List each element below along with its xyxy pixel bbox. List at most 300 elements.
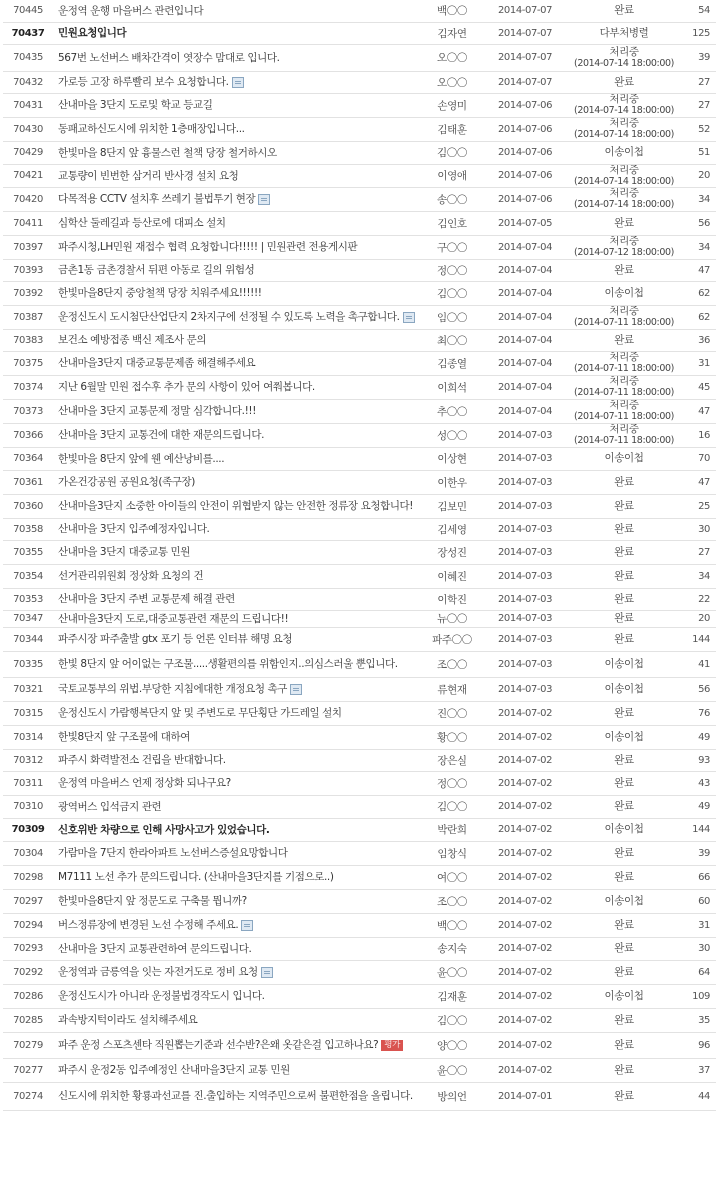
table-row[interactable] xyxy=(3,1082,716,1110)
row-status-cell xyxy=(569,305,679,329)
row-date: 2014-07-02 xyxy=(481,841,569,865)
table-row[interactable] xyxy=(3,937,716,960)
row-title-cell xyxy=(53,281,423,305)
row-title-cell xyxy=(53,329,423,351)
row-title-link[interactable]: 산내마을3단지 소중한 아이들의 안전이 위협받지 않는 안전한 정류장 요청합니다! xyxy=(58,500,414,512)
row-date: 2014-07-03 xyxy=(481,677,569,701)
row-hits: 49 xyxy=(679,725,716,749)
row-date: 2014-07-06 xyxy=(481,93,569,117)
row-author: 뉴〇〇 xyxy=(423,610,481,627)
status-deadline: (2014-07-14 18:00:00) xyxy=(574,129,674,140)
table-row[interactable] xyxy=(3,305,716,329)
row-author: 방의언 xyxy=(423,1082,481,1110)
row-title-link[interactable]: 산내마을3단지 도로,대중교통관련 재문의 드립니다!! xyxy=(58,612,289,625)
row-title-link[interactable]: 보건소 예방접종 백신 제조사 문의 xyxy=(58,334,207,346)
row-number: 70430 xyxy=(3,117,53,141)
row-date: 2014-07-02 xyxy=(481,701,569,725)
status-label: 완료 xyxy=(614,1038,634,1051)
table-row[interactable] xyxy=(3,71,716,93)
table-row[interactable] xyxy=(3,913,716,937)
status-label: 처리중 xyxy=(609,305,639,317)
row-title-link[interactable]: 신호위반 차량으로 인해 사망사고가 있었습니다. xyxy=(58,823,270,836)
row-date: 2014-07-02 xyxy=(481,1058,569,1082)
row-title-link[interactable]: 한빛마을8단지 중앙철책 당장 치워주세요!!!!!! xyxy=(58,287,262,299)
table-row[interactable] xyxy=(3,470,716,494)
row-author: 송〇〇 xyxy=(423,187,481,211)
row-title-link[interactable]: 파주시 운정2동 입주예정인 산내마을3단지 교통 민원 xyxy=(58,1064,290,1076)
row-title-cell xyxy=(53,818,423,841)
row-title-link[interactable]: 산내마을 3단지 주변 교통문제 해결 관련 xyxy=(58,593,235,605)
table-row[interactable] xyxy=(3,117,716,141)
row-author: 양〇〇 xyxy=(423,1032,481,1058)
row-status-cell xyxy=(569,913,679,937)
row-status-cell xyxy=(569,0,679,22)
row-author: 이상현 xyxy=(423,447,481,470)
row-status-cell xyxy=(569,564,679,588)
table-row[interactable] xyxy=(3,701,716,725)
row-title-link[interactable]: 파주시장 파주출발 gtx 포기 등 언론 인터뷰 해명 요청 xyxy=(58,633,293,645)
row-title-link[interactable]: 민원요청입니다 xyxy=(58,27,127,39)
row-date: 2014-07-03 xyxy=(481,627,569,651)
table-row[interactable] xyxy=(3,141,716,164)
table-row[interactable] xyxy=(3,447,716,470)
table-row[interactable] xyxy=(3,494,716,518)
row-number: 70298 xyxy=(3,865,53,889)
row-title-link[interactable]: 가람마을 7단지 한라아파트 노선버스증설요망합니다 xyxy=(58,847,288,859)
row-author: 백〇〇 xyxy=(423,913,481,937)
row-hits: 47 xyxy=(679,399,716,423)
row-title-link[interactable]: 지난 6월말 민원 접수후 추가 문의 사항이 있어 여쭤봅니다. xyxy=(58,381,315,393)
row-status-cell xyxy=(569,164,679,187)
row-date: 2014-07-02 xyxy=(481,1032,569,1058)
row-date: 2014-07-04 xyxy=(481,305,569,329)
row-date: 2014-07-06 xyxy=(481,117,569,141)
row-title-link[interactable]: 광역버스 입석금지 관련 xyxy=(58,800,162,813)
row-hits: 51 xyxy=(679,141,716,164)
status-deadline: (2014-07-11 18:00:00) xyxy=(574,363,674,374)
row-status-cell xyxy=(569,1032,679,1058)
row-status-cell xyxy=(569,44,679,71)
row-status-cell xyxy=(569,375,679,399)
table-row[interactable] xyxy=(3,1058,716,1082)
status-deadline: (2014-07-11 18:00:00) xyxy=(574,387,674,398)
row-date: 2014-07-07 xyxy=(481,22,569,44)
row-author: 김자연 xyxy=(423,22,481,44)
row-date: 2014-07-03 xyxy=(481,518,569,540)
row-hits: 16 xyxy=(679,423,716,447)
row-author: 김〇〇 xyxy=(423,1008,481,1032)
row-author: 최〇〇 xyxy=(423,329,481,351)
row-number: 70274 xyxy=(3,1082,53,1110)
row-date: 2014-07-03 xyxy=(481,423,569,447)
row-hits: 39 xyxy=(679,841,716,865)
row-title-cell xyxy=(53,305,423,329)
table-row[interactable] xyxy=(3,841,716,865)
row-date: 2014-07-07 xyxy=(481,44,569,71)
row-hits: 39 xyxy=(679,44,716,71)
table-row[interactable] xyxy=(3,651,716,677)
row-title-link[interactable]: 한빛마을 8단지 앞 흉물스런 철책 당장 철거하시오 xyxy=(58,146,277,159)
row-title-cell xyxy=(53,259,423,281)
row-title-cell xyxy=(53,470,423,494)
row-title-cell xyxy=(53,610,423,627)
row-title-link[interactable]: 한빛 8단지 앞 어이없는 구조물.....생활편의를 위함인지..의심스러울 뿐입니다. xyxy=(58,658,398,670)
row-date: 2014-07-03 xyxy=(481,610,569,627)
row-author: 김인호 xyxy=(423,211,481,235)
status-deadline: (2014-07-14 18:00:00) xyxy=(574,175,674,187)
complaint-list-body xyxy=(3,0,716,1110)
row-author: 김〇〇 xyxy=(423,281,481,305)
row-date: 2014-07-04 xyxy=(481,259,569,281)
row-number: 70344 xyxy=(3,627,53,651)
table-row[interactable] xyxy=(3,610,716,627)
table-row[interactable] xyxy=(3,164,716,187)
row-hits: 31 xyxy=(679,351,716,375)
row-title-cell xyxy=(53,771,423,795)
status-label: 완료 xyxy=(614,870,634,883)
status-label: 완료 xyxy=(614,522,634,535)
table-row[interactable] xyxy=(3,627,716,651)
row-status-cell xyxy=(569,22,679,44)
status-label: 완료 xyxy=(614,612,634,624)
row-date: 2014-07-02 xyxy=(481,865,569,889)
status-label: 완료 xyxy=(614,75,634,88)
row-number: 70364 xyxy=(3,447,53,470)
row-number: 70353 xyxy=(3,588,53,610)
row-status-cell xyxy=(569,588,679,610)
row-title-cell xyxy=(53,913,423,937)
row-status-cell xyxy=(569,211,679,235)
row-number: 70358 xyxy=(3,518,53,540)
row-hits: 47 xyxy=(679,470,716,494)
row-hits: 43 xyxy=(679,771,716,795)
row-title-cell xyxy=(53,651,423,677)
row-hits: 96 xyxy=(679,1032,716,1058)
table-row[interactable] xyxy=(3,259,716,281)
row-hits: 49 xyxy=(679,795,716,818)
row-title-link[interactable]: 산내마을 3단지 입주예정자입니다. xyxy=(58,523,210,535)
status-label: 처리중 xyxy=(609,93,639,105)
row-status-cell xyxy=(569,351,679,375)
row-title-link[interactable]: 한빛마을8단지 앞 정문도로 구축물 뭡니까? xyxy=(58,895,247,907)
table-row[interactable] xyxy=(3,375,716,399)
row-number: 70304 xyxy=(3,841,53,865)
row-date: 2014-07-04 xyxy=(481,281,569,305)
table-row[interactable] xyxy=(3,749,716,771)
table-row[interactable] xyxy=(3,540,716,564)
row-hits: 34 xyxy=(679,564,716,588)
row-date: 2014-07-06 xyxy=(481,141,569,164)
row-author: 여〇〇 xyxy=(423,865,481,889)
row-status-cell xyxy=(569,1058,679,1082)
row-title-link[interactable]: 산내마을 3단지 대중교통 민원 xyxy=(58,546,191,558)
table-row[interactable] xyxy=(3,22,716,44)
row-status-cell xyxy=(569,865,679,889)
row-title-link[interactable]: 동패교하신도시에 위치한 1층매장입니다... xyxy=(58,123,245,135)
status-label: 완료 xyxy=(614,475,634,488)
row-title-cell xyxy=(53,211,423,235)
table-row[interactable] xyxy=(3,518,716,540)
row-hits: 109 xyxy=(679,984,716,1008)
status-label: 처리중 xyxy=(609,399,639,411)
table-row[interactable] xyxy=(3,865,716,889)
table-row[interactable] xyxy=(3,771,716,795)
row-number: 70314 xyxy=(3,725,53,749)
status-label: 완료 xyxy=(614,545,634,558)
table-row[interactable] xyxy=(3,281,716,305)
row-title-cell xyxy=(53,164,423,187)
row-date: 2014-07-02 xyxy=(481,889,569,913)
status-label: 이송이첩 xyxy=(604,730,644,743)
status-deadline: (2014-07-11 18:00:00) xyxy=(574,317,674,328)
status-label: 완료 xyxy=(614,216,634,229)
row-hits: 47 xyxy=(679,259,716,281)
row-hits: 34 xyxy=(679,235,716,259)
row-hits: 20 xyxy=(679,164,716,187)
row-author: 임창식 xyxy=(423,841,481,865)
row-title-link[interactable]: 버스정류장에 변경된 노선 수정해 주세요. xyxy=(58,919,239,931)
row-status-cell xyxy=(569,399,679,423)
table-row[interactable] xyxy=(3,1032,716,1058)
row-number: 70293 xyxy=(3,937,53,960)
row-title-link[interactable]: 신도시에 위치한 황룡과선교를 진.출입하는 지역주민으로써 불편한점을 올립니다. xyxy=(58,1090,413,1102)
row-number: 70429 xyxy=(3,141,53,164)
row-title-cell xyxy=(53,701,423,725)
row-title-link[interactable]: 다목적용 CCTV 설치후 쓰레기 불법투기 현장 xyxy=(58,193,256,205)
status-label: 처리중 xyxy=(609,423,639,435)
row-hits: 60 xyxy=(679,889,716,913)
status-label: 처리중 xyxy=(609,164,639,176)
table-row[interactable] xyxy=(3,44,716,71)
row-title-link[interactable]: 567번 노선버스 배차간격이 엿장수 맘대로 입니다. xyxy=(58,51,280,64)
row-author: 성〇〇 xyxy=(423,423,481,447)
row-title-link[interactable]: 가로등 고장 하루빨리 보수 요청합니다. xyxy=(58,76,229,88)
status-label: 처리중 xyxy=(609,235,639,247)
row-date: 2014-07-06 xyxy=(481,187,569,211)
row-author: 이영애 xyxy=(423,164,481,187)
row-hits: 144 xyxy=(679,627,716,651)
row-title-cell xyxy=(53,564,423,588)
status-label: 처리중 xyxy=(609,375,639,387)
row-title-cell xyxy=(53,627,423,651)
row-number: 70347 xyxy=(3,610,53,627)
status-label: 완료 xyxy=(614,1089,634,1102)
row-title-link[interactable]: 국토교통부의 위법.부당한 지침에대한 개정요청 촉구 xyxy=(58,683,288,695)
row-hits: 62 xyxy=(679,305,716,329)
row-number: 70279 xyxy=(3,1032,53,1058)
row-date: 2014-07-02 xyxy=(481,725,569,749)
status-label: 이송이첩 xyxy=(604,682,644,695)
row-hits: 56 xyxy=(679,211,716,235)
row-title-cell xyxy=(53,865,423,889)
row-title-link[interactable]: 운정역 운행 마을버스 관련입니다 xyxy=(58,4,204,17)
row-title-cell xyxy=(53,22,423,44)
row-author: 이한우 xyxy=(423,470,481,494)
row-author: 박란희 xyxy=(423,818,481,841)
row-title-link[interactable]: 산내마을3단지 대중교통문제좀 해결해주세요 xyxy=(58,357,256,369)
row-title-cell xyxy=(53,588,423,610)
row-date: 2014-07-04 xyxy=(481,329,569,351)
row-number: 70309 xyxy=(3,818,53,841)
row-title-link[interactable]: 심학산 둘레길과 등산로에 대피소 설치 xyxy=(58,217,226,229)
status-label: 이송이첩 xyxy=(604,452,644,464)
row-number: 70360 xyxy=(3,494,53,518)
table-row[interactable] xyxy=(3,235,716,259)
row-date: 2014-07-02 xyxy=(481,913,569,937)
row-title-link[interactable]: 산내마을 3단지 교통관련하여 문의드립니다. xyxy=(58,942,252,955)
table-row[interactable] xyxy=(3,795,716,818)
row-title-cell xyxy=(53,351,423,375)
status-label: 이송이첩 xyxy=(604,657,644,670)
table-row[interactable] xyxy=(3,818,716,841)
row-title-link[interactable]: 운정역과 금릉역을 잇는 자전거도로 정비 요청 xyxy=(58,966,258,978)
row-title-link[interactable]: 운정신도시 가람행복단지 앞 및 주변도로 무단횡단 가드레일 설치 xyxy=(58,707,342,719)
row-title-link[interactable]: 금촌1동 금촌경찰서 뒤편 아동로 길의 위험성 xyxy=(58,264,255,276)
status-label: 처리중 xyxy=(609,45,639,58)
row-title-cell xyxy=(53,795,423,818)
row-author: 구〇〇 xyxy=(423,235,481,259)
row-status-cell xyxy=(569,117,679,141)
table-row[interactable] xyxy=(3,329,716,351)
row-date: 2014-07-05 xyxy=(481,211,569,235)
row-title-link[interactable]: 산내마을 3단지 교통건에 대한 재문의드립니다. xyxy=(58,429,265,441)
row-date: 2014-07-03 xyxy=(481,494,569,518)
status-label: 완료 xyxy=(614,965,634,978)
row-title-link[interactable]: 산내마을 3단지 도로및 학교 등교길 xyxy=(58,99,213,111)
row-status-cell xyxy=(569,749,679,771)
row-author: 이혜진 xyxy=(423,564,481,588)
evaluation-badge: 평가 xyxy=(381,1040,403,1051)
row-title-link[interactable]: 과속방지턱이라도 설치해주세요 xyxy=(58,1014,198,1026)
table-row[interactable] xyxy=(3,399,716,423)
row-author: 윤〇〇 xyxy=(423,960,481,984)
row-title-cell xyxy=(53,889,423,913)
status-label: 이송이첩 xyxy=(604,823,644,835)
row-title-cell xyxy=(53,518,423,540)
row-date: 2014-07-04 xyxy=(481,399,569,423)
row-status-cell xyxy=(569,677,679,701)
row-title-link[interactable]: 운정신도시가 아니라 운정불법경작도시 입니다. xyxy=(58,990,265,1002)
row-date: 2014-07-04 xyxy=(481,351,569,375)
table-row[interactable] xyxy=(3,984,716,1008)
row-number: 70392 xyxy=(3,281,53,305)
row-author: 김〇〇 xyxy=(423,141,481,164)
status-label: 완료 xyxy=(614,706,634,719)
row-author: 이학진 xyxy=(423,588,481,610)
row-number: 70355 xyxy=(3,540,53,564)
row-number: 70435 xyxy=(3,44,53,71)
table-row[interactable] xyxy=(3,588,716,610)
row-hits: 30 xyxy=(679,937,716,960)
attachment-icon xyxy=(232,77,244,88)
table-row[interactable] xyxy=(3,423,716,447)
status-label: 완료 xyxy=(614,846,634,859)
row-title-cell xyxy=(53,725,423,749)
status-deadline: (2014-07-12 18:00:00) xyxy=(574,247,674,258)
table-row[interactable] xyxy=(3,564,716,588)
row-title-link[interactable]: 운정역 마을버스 언제 정상화 되나구요? xyxy=(58,777,231,789)
row-date: 2014-07-02 xyxy=(481,749,569,771)
table-row[interactable] xyxy=(3,93,716,117)
row-title-link[interactable]: 파주시청,LH민원 재접수 협력 요청합니다!!!!! | 민원관련 전용게시판 xyxy=(58,241,358,253)
row-title-link[interactable]: 한빛마을 8단지 앞에 웬 예산낭비를.... xyxy=(58,452,225,465)
row-status-cell xyxy=(569,447,679,470)
table-row[interactable] xyxy=(3,211,716,235)
row-number: 70321 xyxy=(3,677,53,701)
row-hits: 62 xyxy=(679,281,716,305)
row-number: 70411 xyxy=(3,211,53,235)
table-row[interactable] xyxy=(3,677,716,701)
row-date: 2014-07-01 xyxy=(481,1082,569,1110)
row-author: 장성진 xyxy=(423,540,481,564)
row-number: 70393 xyxy=(3,259,53,281)
row-title-cell xyxy=(53,1082,423,1110)
row-title-link[interactable]: M7111 노선 추가 문의드립니다. (산내마을3단지를 기점으로..) xyxy=(58,871,334,883)
row-title-link[interactable]: 교통량이 빈번한 삼거리 반사경 설치 요청 xyxy=(58,169,239,182)
attachment-icon xyxy=(241,920,253,931)
status-label: 완료 xyxy=(614,263,634,276)
row-author: 임〇〇 xyxy=(423,305,481,329)
row-title-link[interactable]: 파주시 화력발전소 건립을 반대합니다. xyxy=(58,754,226,766)
table-row[interactable] xyxy=(3,1008,716,1032)
row-title-link[interactable]: 선거관리위원회 정상화 요청의 건 xyxy=(58,570,204,582)
row-date: 2014-07-03 xyxy=(481,564,569,588)
row-date: 2014-07-07 xyxy=(481,71,569,93)
row-date: 2014-07-02 xyxy=(481,937,569,960)
row-status-cell xyxy=(569,494,679,518)
row-title-link[interactable]: 한빛8단지 앞 구조물에 대하여 xyxy=(58,731,191,743)
table-row[interactable] xyxy=(3,351,716,375)
row-hits: 45 xyxy=(679,375,716,399)
status-label: 완료 xyxy=(614,918,634,931)
row-date: 2014-07-07 xyxy=(481,0,569,22)
row-hits: 35 xyxy=(679,1008,716,1032)
row-author: 조〇〇 xyxy=(423,651,481,677)
row-author: 정〇〇 xyxy=(423,259,481,281)
row-title-link[interactable]: 산내마을 3단지 교통문제 정말 심각합니다.!!! xyxy=(58,405,257,417)
row-number: 70297 xyxy=(3,889,53,913)
table-row[interactable] xyxy=(3,960,716,984)
row-title-cell xyxy=(53,540,423,564)
row-status-cell xyxy=(569,540,679,564)
row-hits: 70 xyxy=(679,447,716,470)
row-title-cell xyxy=(53,749,423,771)
row-number: 70277 xyxy=(3,1058,53,1082)
row-author: 황〇〇 xyxy=(423,725,481,749)
table-row[interactable] xyxy=(3,889,716,913)
row-number: 70366 xyxy=(3,423,53,447)
row-status-cell xyxy=(569,701,679,725)
row-status-cell xyxy=(569,235,679,259)
row-title-cell xyxy=(53,187,423,211)
table-row[interactable] xyxy=(3,725,716,749)
row-date: 2014-07-06 xyxy=(481,164,569,187)
row-title-link[interactable]: 가온건강공원 공원요청(족구장) xyxy=(58,476,195,488)
status-label: 완료 xyxy=(614,499,634,512)
table-row[interactable] xyxy=(3,187,716,211)
row-hits: 27 xyxy=(679,71,716,93)
status-label: 이송이첩 xyxy=(604,894,644,907)
row-title-link[interactable]: 운정신도시 도시첨단산업단지 2차지구에 선정될 수 있도록 노력을 촉구합니다. xyxy=(58,311,400,323)
row-status-cell xyxy=(569,187,679,211)
row-title-cell xyxy=(53,375,423,399)
row-number: 70286 xyxy=(3,984,53,1008)
table-row[interactable] xyxy=(3,0,716,22)
row-author: 파주〇〇 xyxy=(423,627,481,651)
row-hits: 41 xyxy=(679,651,716,677)
row-title-link[interactable]: 파주 운정 스포츠센타 직원뽑는기준과 선수반?은왜 옷같은걸 입고하나요? xyxy=(58,1039,379,1051)
row-number: 70421 xyxy=(3,164,53,187)
